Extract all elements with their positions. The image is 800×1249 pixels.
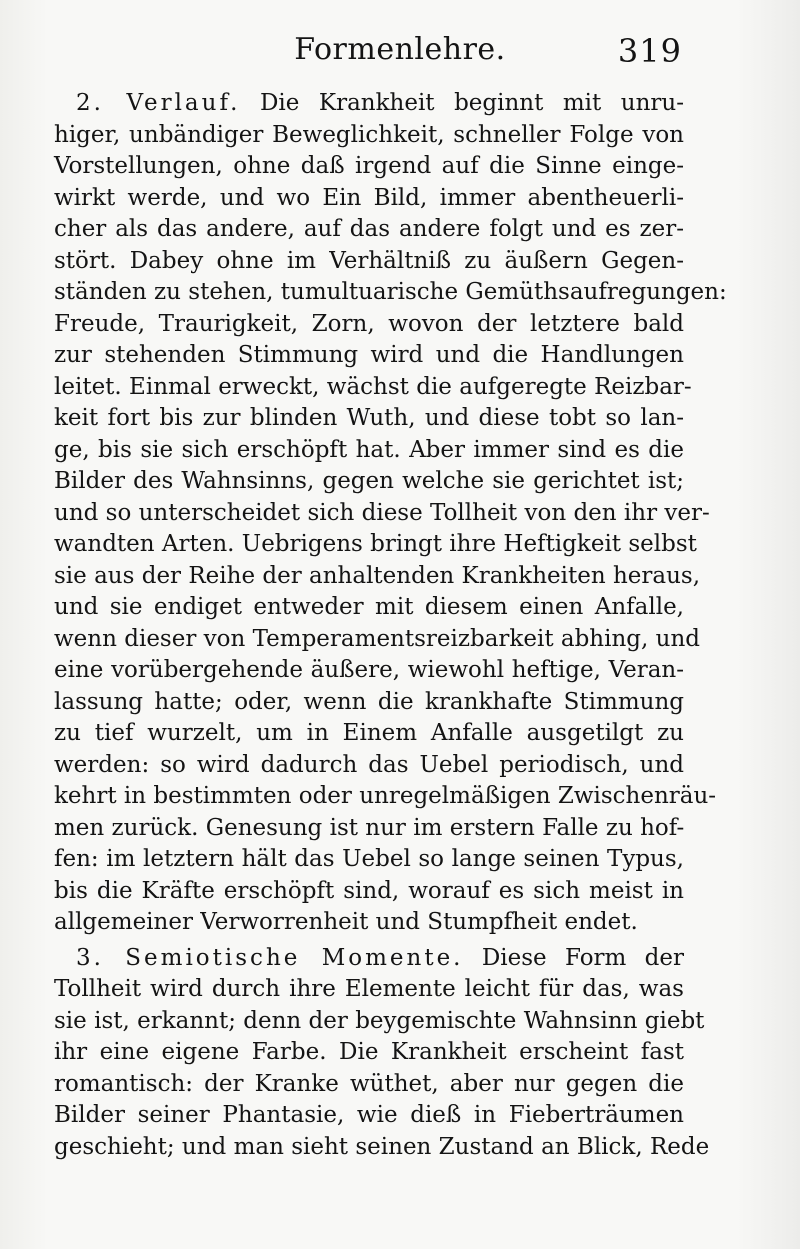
text-line: bis die Kräfte erschöpft sind, worauf es sich meist in: [54, 877, 684, 904]
text-line: geschieht; und man sieht seinen Zustand an Blick, Rede: [54, 1133, 710, 1160]
text-line: Tollheit wird durch ihre Elemente leicht für das, was: [54, 976, 684, 1002]
text-line: leitet. Einmal erweckt, wächst die aufgeregte Reizbar-: [54, 373, 692, 400]
section-2-heading: 2. Verlauf.: [76, 90, 241, 116]
text-line: zur stehenden Stimmung wird und die Handlungen: [54, 342, 684, 368]
body-text: [54, 88, 727, 1163]
text-line: kehrt in bestimmten oder unregelmäßigen Zwischenräu-: [54, 783, 717, 809]
text-line: sie ist, erkannt; denn der beygemischte Wahnsinn giebt: [54, 1007, 705, 1034]
text-line: Vorstellungen, ohne daß irgend auf die Sinne einge-: [54, 153, 684, 179]
text-line: lassung hatte; oder, wenn die krankhafte Stimmung: [54, 688, 684, 715]
text-line: ständen zu stehen, tumultuarische Gemüthsaufregungen:: [54, 279, 727, 305]
text-line: higer, unbändiger Beweglichkeit, schneller Folge von: [54, 121, 684, 148]
text-line: wandten Arten. Uebrigens bringt ihre Heftigkeit selbst: [54, 531, 697, 557]
section-2-first-line: [54, 88, 684, 120]
text-line: ihr eine eigene Farbe. Die Krankheit erscheint fast: [54, 1039, 684, 1065]
running-title: Formenlehre.: [294, 32, 506, 67]
text-line: und so unterscheidet sich diese Tollheit von den ihr ver-: [54, 499, 710, 526]
text-line: fen: im letztern hält das Uebel so lange seinen Typus,: [54, 846, 684, 872]
text-line: keit fort bis zur blinden Wuth, und diese tobt so lan-: [54, 405, 684, 431]
text-line: romantisch: der Kranke wüthet, aber nur gegen die: [54, 1070, 684, 1097]
text-line: Freude, Traurigkeit, Zorn, wovon der letztere bald: [54, 310, 684, 337]
section-3-heading: 3. Semiotische Momente.: [76, 944, 464, 971]
text-line: Bilder seiner Phantasie, wie dieß in Fieberträumen: [54, 1102, 684, 1128]
text-line: wirkt werde, und wo Ein Bild, immer abentheuerli-: [54, 184, 684, 211]
text-line: men zurück. Genesung ist nur im erstern Falle zu hof-: [54, 814, 685, 841]
text-line: eine vorübergehende äußere, wiewohl heftige, Veran-: [54, 657, 684, 683]
page-number: 319: [617, 32, 682, 70]
text-line: zu tief wurzelt, um in Einem Anfalle ausgetilgt zu: [54, 720, 684, 746]
text-line: und sie endiget entweder mit diesem einen Anfalle,: [54, 594, 684, 620]
section-3-first-line-text: Diese Form der: [481, 944, 685, 971]
text-line: cher als das andere, auf das andere folgt und es zer-: [54, 216, 684, 242]
text-line: Bilder des Wahnsinns, gegen welche sie gerichtet ist;: [54, 468, 684, 494]
text-line: ge, bis sie sich erschöpft hat. Aber immer sind es die: [54, 436, 684, 463]
text-line: allgemeiner Verworrenheit und Stumpfheit endet.: [54, 909, 638, 935]
text-line: wenn dieser von Temperamentsreizbarkeit abhing, und: [54, 625, 700, 652]
text-line: sie aus der Reihe der anhaltenden Krankheiten heraus,: [54, 562, 701, 589]
section-2-first-line-text: Die Krankheit beginnt mit unru-: [259, 90, 684, 116]
text-line: werden: so wird dadurch das Uebel periodisch, und: [54, 751, 684, 778]
section-3-first-line: [54, 943, 684, 975]
text-line: stört. Dabey ohne im Verhältniß zu äußern Gegen-: [54, 247, 684, 274]
